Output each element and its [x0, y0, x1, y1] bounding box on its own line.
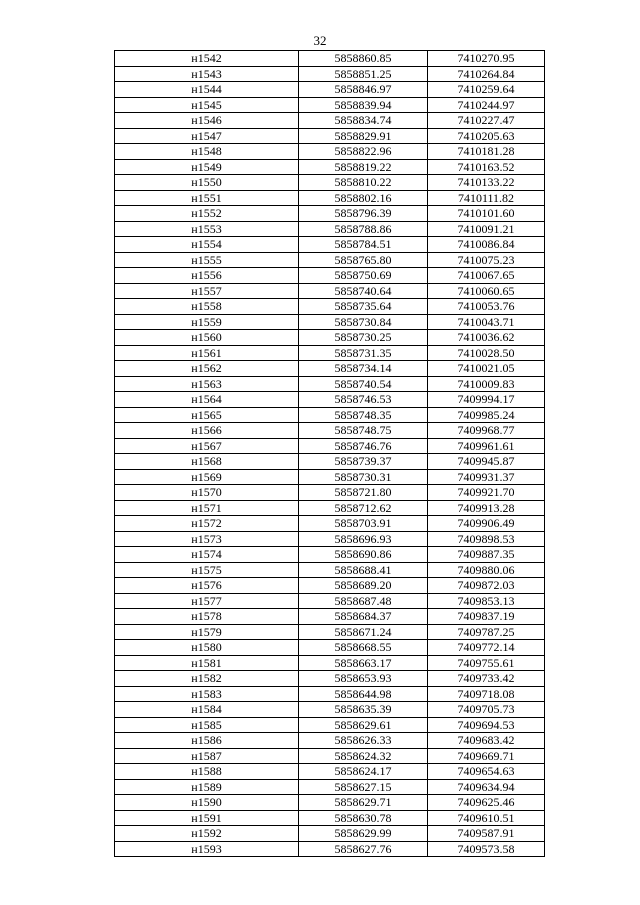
x-coordinate-cell: 5858829.91: [299, 128, 428, 144]
point-id-cell: н1557: [115, 283, 299, 299]
point-id-cell: н1592: [115, 826, 299, 842]
x-coordinate-cell: 5858629.99: [299, 826, 428, 842]
x-coordinate-cell: 5858663.17: [299, 655, 428, 671]
table-row: [115, 702, 545, 718]
y-coordinate-cell: 7409573.58: [428, 841, 545, 857]
table-row: [115, 640, 545, 656]
y-coordinate-cell: 7409887.35: [428, 547, 545, 563]
table-row: [115, 237, 545, 253]
table-row: [115, 330, 545, 346]
table-row: [115, 547, 545, 563]
table-row: [115, 609, 545, 625]
x-coordinate-cell: 5858750.69: [299, 268, 428, 284]
y-coordinate-cell: 7410028.50: [428, 345, 545, 361]
y-coordinate-cell: 7409853.13: [428, 593, 545, 609]
x-coordinate-cell: 5858671.24: [299, 624, 428, 640]
y-coordinate-cell: 7409898.53: [428, 531, 545, 547]
point-id-cell: н1549: [115, 159, 299, 175]
table-row: [115, 593, 545, 609]
point-id-cell: н1568: [115, 454, 299, 470]
y-coordinate-cell: 7409587.91: [428, 826, 545, 842]
point-id-cell: н1584: [115, 702, 299, 718]
table-row: [115, 252, 545, 268]
table-row: [115, 376, 545, 392]
x-coordinate-cell: 5858735.64: [299, 299, 428, 315]
y-coordinate-cell: 7409913.28: [428, 500, 545, 516]
x-coordinate-cell: 5858668.55: [299, 640, 428, 656]
table-row: [115, 655, 545, 671]
y-coordinate-cell: 7410133.22: [428, 175, 545, 191]
point-id-cell: н1555: [115, 252, 299, 268]
table-row: [115, 671, 545, 687]
point-id-cell: н1585: [115, 717, 299, 733]
point-id-cell: н1581: [115, 655, 299, 671]
table-row: [115, 361, 545, 377]
x-coordinate-cell: 5858629.61: [299, 717, 428, 733]
point-id-cell: н1559: [115, 314, 299, 330]
table-row: [115, 454, 545, 470]
y-coordinate-cell: 7410067.65: [428, 268, 545, 284]
x-coordinate-cell: 5858626.33: [299, 733, 428, 749]
y-coordinate-cell: 7409625.46: [428, 795, 545, 811]
point-id-cell: н1550: [115, 175, 299, 191]
table-row: [115, 500, 545, 516]
y-coordinate-cell: 7409968.77: [428, 423, 545, 439]
y-coordinate-cell: 7409718.08: [428, 686, 545, 702]
x-coordinate-cell: 5858721.80: [299, 485, 428, 501]
point-id-cell: н1579: [115, 624, 299, 640]
table-row: [115, 283, 545, 299]
y-coordinate-cell: 7410101.60: [428, 206, 545, 222]
coordinates-table: [114, 50, 545, 857]
y-coordinate-cell: 7409683.42: [428, 733, 545, 749]
table-row: [115, 841, 545, 857]
x-coordinate-cell: 5858703.91: [299, 516, 428, 532]
x-coordinate-cell: 5858696.93: [299, 531, 428, 547]
table-row: [115, 128, 545, 144]
coordinates-table-body: [115, 51, 545, 857]
point-id-cell: н1558: [115, 299, 299, 315]
y-coordinate-cell: 7409772.14: [428, 640, 545, 656]
point-id-cell: н1542: [115, 51, 299, 67]
point-id-cell: н1553: [115, 221, 299, 237]
x-coordinate-cell: 5858635.39: [299, 702, 428, 718]
table-row: [115, 423, 545, 439]
table-row: [115, 345, 545, 361]
y-coordinate-cell: 7409733.42: [428, 671, 545, 687]
y-coordinate-cell: 7410091.21: [428, 221, 545, 237]
x-coordinate-cell: 5858730.84: [299, 314, 428, 330]
table-row: [115, 531, 545, 547]
x-coordinate-cell: 5858690.86: [299, 547, 428, 563]
x-coordinate-cell: 5858629.71: [299, 795, 428, 811]
y-coordinate-cell: 7410086.84: [428, 237, 545, 253]
table-row: [115, 206, 545, 222]
x-coordinate-cell: 5858810.22: [299, 175, 428, 191]
y-coordinate-cell: 7410259.64: [428, 82, 545, 98]
x-coordinate-cell: 5858624.32: [299, 748, 428, 764]
table-row: [115, 733, 545, 749]
point-id-cell: н1572: [115, 516, 299, 532]
point-id-cell: н1569: [115, 469, 299, 485]
point-id-cell: н1563: [115, 376, 299, 392]
table-row: [115, 97, 545, 113]
table-row: [115, 686, 545, 702]
y-coordinate-cell: 7410021.05: [428, 361, 545, 377]
x-coordinate-cell: 5858684.37: [299, 609, 428, 625]
table-row: [115, 268, 545, 284]
point-id-cell: н1574: [115, 547, 299, 563]
y-coordinate-cell: 7409654.63: [428, 764, 545, 780]
y-coordinate-cell: 7409994.17: [428, 392, 545, 408]
y-coordinate-cell: 7410163.52: [428, 159, 545, 175]
point-id-cell: н1554: [115, 237, 299, 253]
x-coordinate-cell: 5858796.39: [299, 206, 428, 222]
y-coordinate-cell: 7410111.82: [428, 190, 545, 206]
table-row: [115, 51, 545, 67]
point-id-cell: н1551: [115, 190, 299, 206]
point-id-cell: н1570: [115, 485, 299, 501]
y-coordinate-cell: 7409837.19: [428, 609, 545, 625]
x-coordinate-cell: 5858748.75: [299, 423, 428, 439]
point-id-cell: н1566: [115, 423, 299, 439]
x-coordinate-cell: 5858839.94: [299, 97, 428, 113]
y-coordinate-cell: 7409787.25: [428, 624, 545, 640]
x-coordinate-cell: 5858819.22: [299, 159, 428, 175]
y-coordinate-cell: 7409931.37: [428, 469, 545, 485]
y-coordinate-cell: 7409880.06: [428, 562, 545, 578]
y-coordinate-cell: 7409694.53: [428, 717, 545, 733]
table-row: [115, 159, 545, 175]
point-id-cell: н1561: [115, 345, 299, 361]
point-id-cell: н1588: [115, 764, 299, 780]
table-row: [115, 66, 545, 82]
table-row: [115, 516, 545, 532]
x-coordinate-cell: 5858851.25: [299, 66, 428, 82]
table-row: [115, 392, 545, 408]
y-coordinate-cell: 7409872.03: [428, 578, 545, 594]
y-coordinate-cell: 7409985.24: [428, 407, 545, 423]
x-coordinate-cell: 5858765.80: [299, 252, 428, 268]
x-coordinate-cell: 5858688.41: [299, 562, 428, 578]
y-coordinate-cell: 7410060.65: [428, 283, 545, 299]
table-row: [115, 795, 545, 811]
point-id-cell: н1564: [115, 392, 299, 408]
point-id-cell: н1548: [115, 144, 299, 160]
x-coordinate-cell: 5858740.54: [299, 376, 428, 392]
point-id-cell: н1587: [115, 748, 299, 764]
y-coordinate-cell: 7410036.62: [428, 330, 545, 346]
point-id-cell: н1571: [115, 500, 299, 516]
table-row: [115, 407, 545, 423]
y-coordinate-cell: 7409705.73: [428, 702, 545, 718]
x-coordinate-cell: 5858689.20: [299, 578, 428, 594]
x-coordinate-cell: 5858746.76: [299, 438, 428, 454]
table-row: [115, 314, 545, 330]
point-id-cell: н1593: [115, 841, 299, 857]
x-coordinate-cell: 5858784.51: [299, 237, 428, 253]
table-row: [115, 748, 545, 764]
y-coordinate-cell: 7410227.47: [428, 113, 545, 129]
y-coordinate-cell: 7409755.61: [428, 655, 545, 671]
table-row: [115, 578, 545, 594]
x-coordinate-cell: 5858630.78: [299, 810, 428, 826]
table-row: [115, 810, 545, 826]
point-id-cell: н1576: [115, 578, 299, 594]
point-id-cell: н1589: [115, 779, 299, 795]
table-row: [115, 764, 545, 780]
point-id-cell: н1560: [115, 330, 299, 346]
page-number: 32: [313, 33, 327, 48]
y-coordinate-cell: 7409921.70: [428, 485, 545, 501]
x-coordinate-cell: 5858834.74: [299, 113, 428, 129]
x-coordinate-cell: 5858846.97: [299, 82, 428, 98]
table-row: [115, 624, 545, 640]
x-coordinate-cell: 5858746.53: [299, 392, 428, 408]
table-row: [115, 113, 545, 129]
point-id-cell: н1545: [115, 97, 299, 113]
y-coordinate-cell: 7410043.71: [428, 314, 545, 330]
y-coordinate-cell: 7409961.61: [428, 438, 545, 454]
x-coordinate-cell: 5858734.14: [299, 361, 428, 377]
y-coordinate-cell: 7409610.51: [428, 810, 545, 826]
point-id-cell: н1544: [115, 82, 299, 98]
point-id-cell: н1586: [115, 733, 299, 749]
y-coordinate-cell: 7409669.71: [428, 748, 545, 764]
x-coordinate-cell: 5858788.86: [299, 221, 428, 237]
x-coordinate-cell: 5858822.96: [299, 144, 428, 160]
x-coordinate-cell: 5858731.35: [299, 345, 428, 361]
x-coordinate-cell: 5858748.35: [299, 407, 428, 423]
x-coordinate-cell: 5858627.76: [299, 841, 428, 857]
table-row: [115, 144, 545, 160]
y-coordinate-cell: 7410264.84: [428, 66, 545, 82]
x-coordinate-cell: 5858730.31: [299, 469, 428, 485]
y-coordinate-cell: 7410075.23: [428, 252, 545, 268]
point-id-cell: н1552: [115, 206, 299, 222]
table-row: [115, 469, 545, 485]
table-row: [115, 82, 545, 98]
point-id-cell: н1565: [115, 407, 299, 423]
point-id-cell: н1556: [115, 268, 299, 284]
point-id-cell: н1578: [115, 609, 299, 625]
point-id-cell: н1562: [115, 361, 299, 377]
point-id-cell: н1590: [115, 795, 299, 811]
y-coordinate-cell: 7409945.87: [428, 454, 545, 470]
table-row: [115, 779, 545, 795]
x-coordinate-cell: 5858624.17: [299, 764, 428, 780]
table-row: [115, 485, 545, 501]
x-coordinate-cell: 5858712.62: [299, 500, 428, 516]
table-row: [115, 438, 545, 454]
x-coordinate-cell: 5858730.25: [299, 330, 428, 346]
point-id-cell: н1543: [115, 66, 299, 82]
point-id-cell: н1567: [115, 438, 299, 454]
y-coordinate-cell: 7410181.28: [428, 144, 545, 160]
table-row: [115, 175, 545, 191]
table-row: [115, 221, 545, 237]
y-coordinate-cell: 7410244.97: [428, 97, 545, 113]
point-id-cell: н1546: [115, 113, 299, 129]
x-coordinate-cell: 5858740.64: [299, 283, 428, 299]
point-id-cell: н1583: [115, 686, 299, 702]
y-coordinate-cell: 7410053.76: [428, 299, 545, 315]
x-coordinate-cell: 5858653.93: [299, 671, 428, 687]
x-coordinate-cell: 5858739.37: [299, 454, 428, 470]
y-coordinate-cell: 7410205.63: [428, 128, 545, 144]
point-id-cell: н1547: [115, 128, 299, 144]
table-row: [115, 562, 545, 578]
y-coordinate-cell: 7410270.95: [428, 51, 545, 67]
y-coordinate-cell: 7409906.49: [428, 516, 545, 532]
table-row: [115, 717, 545, 733]
x-coordinate-cell: 5858687.48: [299, 593, 428, 609]
point-id-cell: н1591: [115, 810, 299, 826]
point-id-cell: н1580: [115, 640, 299, 656]
table-row: [115, 826, 545, 842]
point-id-cell: н1573: [115, 531, 299, 547]
x-coordinate-cell: 5858627.15: [299, 779, 428, 795]
x-coordinate-cell: 5858644.98: [299, 686, 428, 702]
table-row: [115, 190, 545, 206]
point-id-cell: н1577: [115, 593, 299, 609]
x-coordinate-cell: 5858802.16: [299, 190, 428, 206]
x-coordinate-cell: 5858860.85: [299, 51, 428, 67]
y-coordinate-cell: 7409634.94: [428, 779, 545, 795]
table-row: [115, 299, 545, 315]
point-id-cell: н1582: [115, 671, 299, 687]
y-coordinate-cell: 7410009.83: [428, 376, 545, 392]
point-id-cell: н1575: [115, 562, 299, 578]
